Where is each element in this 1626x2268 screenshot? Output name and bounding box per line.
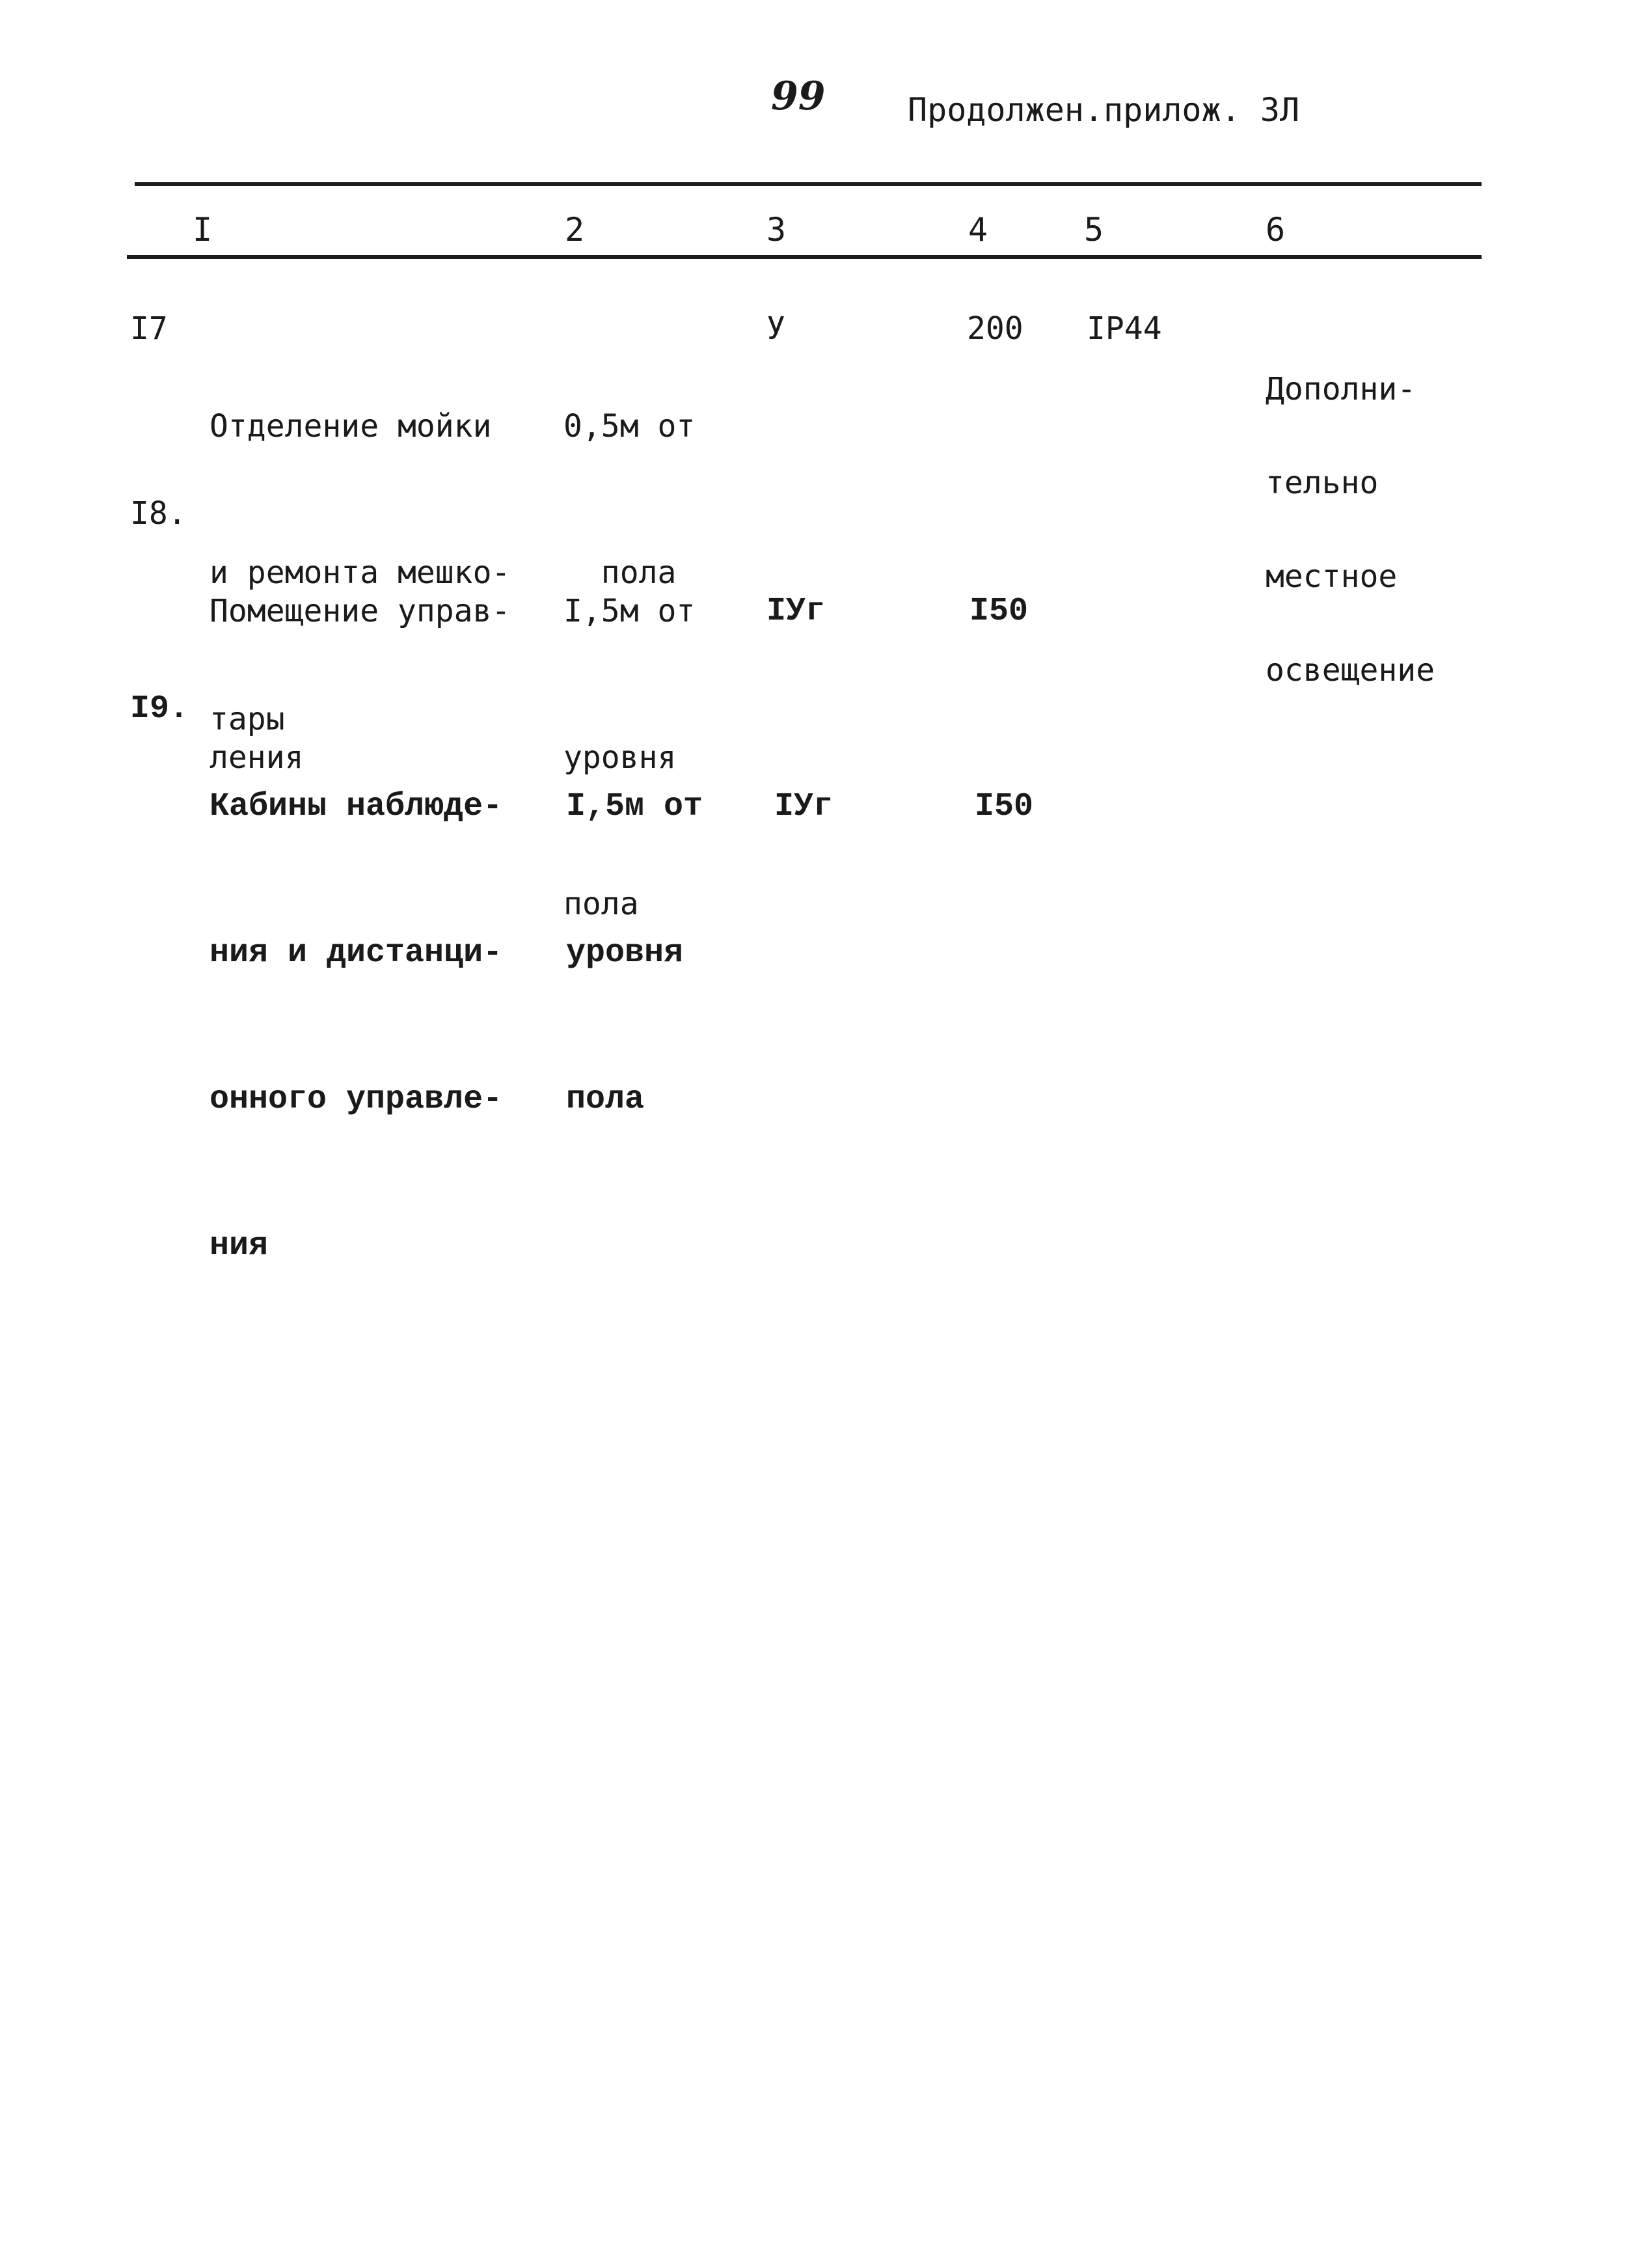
room-name-line: ления <box>210 739 304 776</box>
note <box>1266 311 1435 748</box>
work-surface-height <box>566 685 703 1222</box>
note-line: местное <box>1266 558 1398 595</box>
table-top-rule <box>135 182 1482 186</box>
column-header-1: I <box>193 211 213 249</box>
height-line: пола <box>563 554 677 591</box>
column-header-4: 4 <box>968 211 988 249</box>
column-header-6: 6 <box>1266 211 1286 249</box>
row-number: I9. <box>130 690 189 728</box>
room-name-line: Помещение управ- <box>210 593 511 629</box>
room-name-line: ния и дистанци- <box>210 935 503 972</box>
room-name-line: Отделение мойки <box>210 408 492 444</box>
lighting-category: IУг <box>774 788 833 825</box>
column-header-5: 5 <box>1084 211 1104 249</box>
room-name <box>210 685 502 1368</box>
row-number: I7 <box>130 310 168 347</box>
column-header-3: 3 <box>766 211 787 249</box>
column-header-2: 2 <box>565 211 585 249</box>
row-number: I8. <box>130 495 187 532</box>
room-name-line: Кабины наблюде- <box>210 788 503 825</box>
note-line: тельно <box>1266 465 1379 501</box>
lighting-category: IУг <box>766 593 826 630</box>
room-name-line: тары <box>210 701 285 737</box>
room-name-line: онного управле- <box>210 1081 503 1118</box>
room-name-line: ния <box>210 1227 269 1264</box>
table-header-rule <box>127 255 1482 259</box>
continuation-label: Продолжен.прилож. 3Л <box>908 91 1300 129</box>
height-line: I,5м от <box>563 593 696 629</box>
protection-class: IP44 <box>1087 310 1162 347</box>
illuminance-value: I50 <box>975 788 1034 825</box>
page-number: 99 <box>771 74 826 119</box>
height-line: уровня <box>563 739 677 776</box>
height-line: I,5м от <box>566 788 703 825</box>
note-line: Дополни- <box>1266 371 1416 407</box>
height-line: 0,5м от <box>563 408 696 444</box>
illuminance-value: I50 <box>969 593 1029 630</box>
illuminance-value: 200 <box>967 310 1023 347</box>
height-line: пола <box>563 886 639 922</box>
lighting-category: У <box>766 310 785 347</box>
note-line: освещение <box>1266 652 1435 689</box>
height-line: уровня <box>566 935 684 972</box>
height-line: пола <box>566 1081 645 1118</box>
room-name-line: и ремонта мешко- <box>210 554 511 591</box>
